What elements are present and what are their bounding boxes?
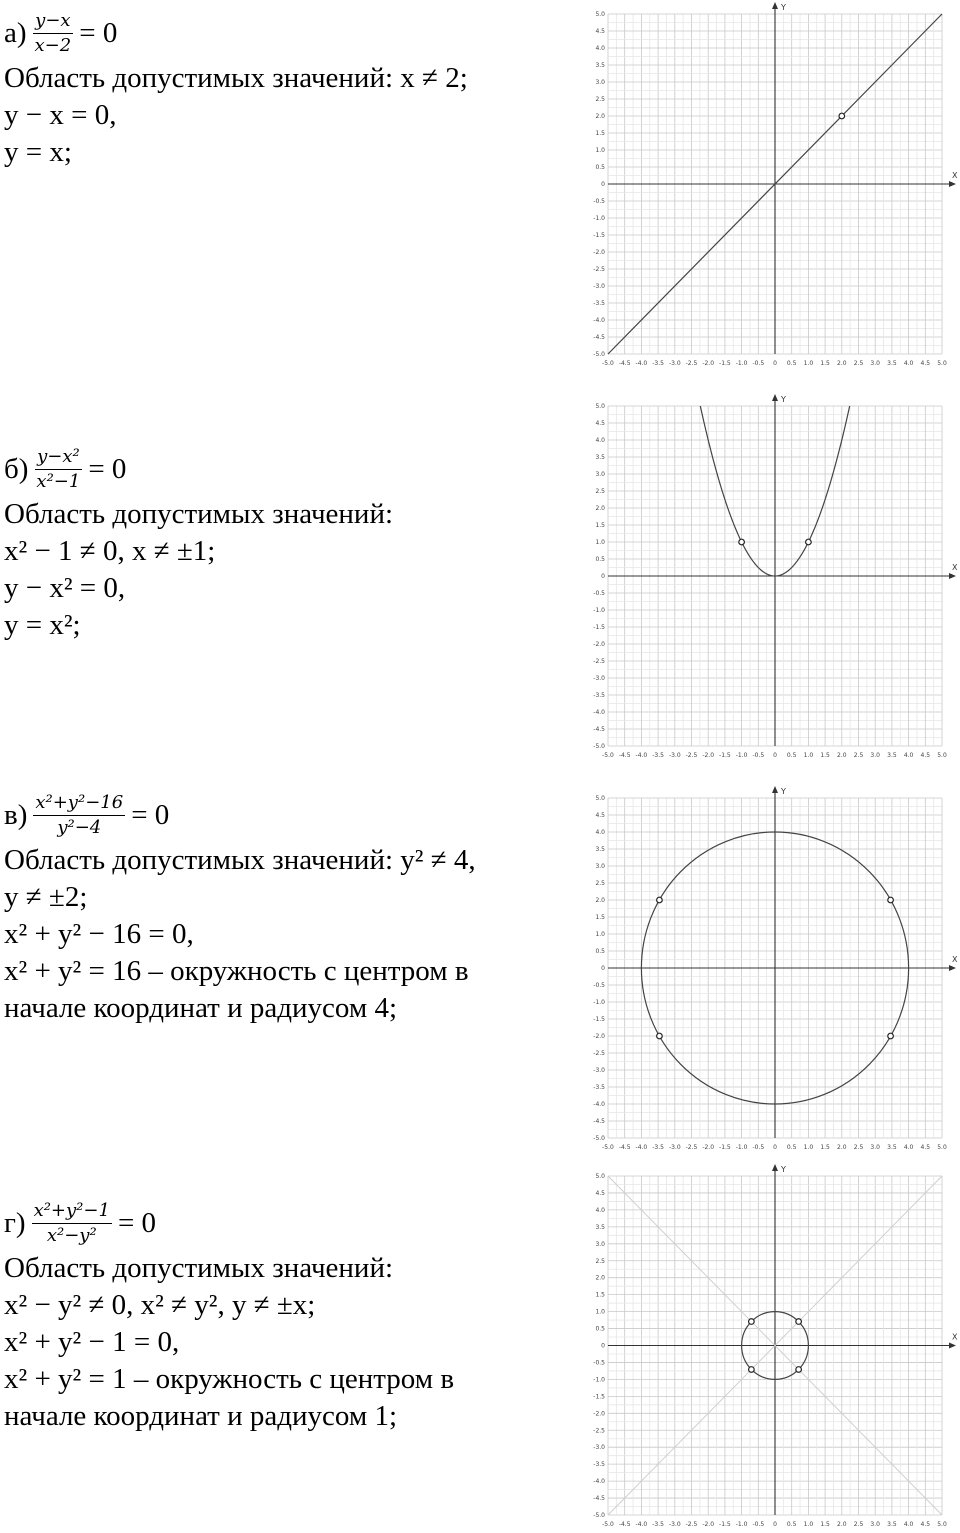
fraction [32, 1201, 112, 1246]
y-tick-label: -4.5 [593, 334, 605, 341]
open-point [657, 1033, 663, 1039]
x-tick-label: -3.5 [652, 1144, 664, 1151]
x-tick-label: 5.0 [937, 752, 947, 759]
problem-label: г) [4, 1206, 26, 1239]
x-tick-label: 3.5 [887, 752, 897, 759]
x-tick-label: -0.5 [752, 752, 765, 759]
x-tick-label: 1.5 [820, 360, 830, 367]
x-tick-label: -5.0 [602, 1521, 614, 1528]
text-line: y − x = 0, [4, 99, 117, 131]
y-tick-label: -3.0 [593, 283, 605, 290]
problem-label: а) [4, 16, 27, 49]
problem-d-text [4, 1196, 564, 1435]
x-tick-label: 0.5 [786, 1521, 797, 1528]
y-tick-label: 4.0 [595, 1206, 605, 1214]
y-tick-label: 2.0 [595, 113, 605, 120]
y-tick-label: 0.5 [595, 164, 605, 171]
y-tick-label: -3.0 [593, 675, 605, 682]
problem-a-text [4, 6, 564, 171]
y-tick-label: -1.0 [593, 607, 605, 614]
y-axis-arrow [772, 2, 778, 9]
numerator: y−x² [35, 447, 82, 470]
y-axis-label: Y [781, 787, 786, 796]
numerator: y−x [33, 11, 72, 34]
y-tick-label: -4.0 [593, 709, 605, 716]
y-tick-label: -3.0 [593, 1067, 605, 1074]
problem-b-text [4, 442, 564, 644]
x-axis-arrow [949, 1343, 956, 1349]
y-axis-label: Y [781, 3, 786, 12]
y-tick-label: 0 [601, 965, 605, 972]
y-tick-label: 3.5 [595, 1223, 605, 1231]
y-tick-label: -5.0 [593, 1512, 605, 1519]
x-tick-label: 2.5 [853, 1521, 864, 1528]
y-tick-label: 2.0 [595, 1274, 605, 1282]
y-tick-label: -5.0 [593, 351, 605, 358]
graph-d [586, 1162, 960, 1533]
x-tick-label: -5.0 [602, 1144, 614, 1151]
y-tick-label: -5.0 [593, 743, 605, 750]
y-tick-label: -1.0 [593, 215, 605, 222]
x-tick-label: -4.0 [635, 1144, 648, 1151]
x-tick-label: -1.5 [719, 752, 731, 759]
denominator: y²−4 [57, 816, 102, 838]
x-tick-label: -3.0 [668, 360, 681, 367]
problem-c-text [4, 788, 564, 1027]
x-tick-label: -2.5 [685, 1521, 698, 1528]
x-axis-arrow [949, 573, 956, 579]
y-tick-label: 2.0 [595, 897, 605, 904]
x-tick-label: -3.5 [652, 1521, 664, 1528]
y-axis-arrow [772, 786, 778, 793]
x-tick-label: 1.0 [803, 1521, 814, 1528]
x-tick-label: 4.0 [903, 752, 914, 759]
x-axis-arrow [949, 181, 956, 187]
y-tick-label: -3.0 [593, 1444, 605, 1452]
y-tick-label: -2.0 [593, 1410, 605, 1418]
text-line: x² + y² = 16 – окружность с центром в [4, 955, 469, 987]
x-tick-label: 1.5 [820, 1521, 830, 1528]
y-tick-label: -2.5 [593, 658, 605, 665]
y-tick-label: 1.5 [595, 1291, 605, 1299]
x-tick-label: 4.0 [903, 1521, 914, 1528]
y-tick-label: -4.0 [593, 317, 605, 324]
y-tick-label: 3.5 [595, 454, 605, 461]
y-tick-label: 2.5 [595, 880, 605, 887]
x-axis-label: X [952, 171, 958, 180]
x-tick-label: 4.0 [903, 360, 914, 367]
x-tick-label: 2.0 [837, 360, 847, 367]
y-tick-label: 3.5 [595, 62, 605, 69]
y-tick-label: 3.5 [595, 846, 605, 853]
x-tick-label: -1.5 [719, 1521, 731, 1528]
y-tick-label: -2.5 [593, 266, 605, 273]
x-tick-label: 4.0 [903, 1144, 914, 1151]
y-tick-label: 4.0 [595, 45, 605, 52]
x-tick-label: 0 [773, 1521, 777, 1528]
x-tick-label: -0.5 [752, 360, 765, 367]
y-tick-label: -4.0 [593, 1478, 605, 1486]
x-tick-label: -1.0 [735, 752, 748, 759]
x-tick-label: -2.0 [702, 752, 715, 759]
x-tick-label: 2.0 [837, 1144, 847, 1151]
x-axis-label: X [952, 1332, 958, 1342]
open-point [796, 1367, 802, 1373]
x-tick-label: 0.5 [786, 752, 797, 759]
y-tick-label: 5.0 [595, 795, 605, 802]
equals-zero: = 0 [117, 1206, 157, 1239]
y-tick-label: 4.0 [595, 829, 605, 836]
x-tick-label: 3.0 [870, 1521, 880, 1528]
x-tick-label: -3.0 [668, 752, 681, 759]
x-tick-label: 3.5 [887, 1521, 897, 1528]
x-tick-label: 4.5 [920, 360, 931, 367]
problem-a-equation [4, 6, 564, 60]
y-tick-label: 4.5 [595, 28, 605, 35]
open-point [806, 539, 812, 545]
y-tick-label: 2.0 [595, 505, 605, 512]
denominator: x²−1 [36, 470, 81, 492]
x-axis-label: X [952, 955, 958, 964]
y-tick-label: 1.5 [595, 522, 605, 529]
x-tick-label: 0 [773, 1144, 777, 1151]
y-tick-label: -1.5 [593, 624, 605, 631]
x-tick-label: -1.5 [719, 360, 731, 367]
y-tick-label: -4.5 [593, 1495, 605, 1503]
y-tick-label: -1.5 [593, 232, 605, 239]
y-tick-label: -1.0 [593, 1376, 605, 1384]
y-tick-label: 3.0 [595, 863, 605, 870]
fraction [33, 793, 125, 838]
problem-c-equation [4, 788, 564, 842]
x-tick-label: -4.5 [618, 360, 631, 367]
x-tick-label: -5.0 [602, 752, 614, 759]
text-line: x² + y² = 1 – окружность с центром в [4, 1363, 455, 1395]
y-tick-label: 2.5 [595, 1257, 605, 1265]
y-tick-label: 0 [601, 1342, 605, 1350]
x-tick-label: 1.5 [820, 1144, 830, 1151]
x-axis-arrow [949, 965, 956, 971]
x-tick-label: 2.5 [853, 1144, 864, 1151]
y-tick-label: -4.5 [593, 1118, 605, 1125]
denominator: x−2 [34, 34, 72, 56]
numerator: x²+y²−1 [32, 1201, 112, 1224]
y-tick-label: 4.0 [595, 437, 605, 444]
y-axis-arrow [772, 1164, 778, 1171]
y-tick-label: -2.5 [593, 1427, 605, 1435]
x-tick-label: 3.0 [870, 360, 880, 367]
y-tick-label: -3.5 [593, 692, 605, 699]
y-tick-label: 5.0 [595, 1173, 605, 1180]
x-tick-label: 2.0 [837, 752, 847, 759]
y-axis-arrow [772, 394, 778, 401]
x-tick-label: -5.0 [602, 360, 614, 367]
y-tick-label: 3.0 [595, 471, 605, 478]
y-tick-label: 1.5 [595, 914, 605, 921]
text-line: x² − y² ≠ 0, x² ≠ y², y ≠ ±x; [4, 1289, 316, 1321]
x-tick-label: -1.0 [735, 1144, 748, 1151]
x-tick-label: 4.5 [920, 1521, 931, 1528]
y-tick-label: -3.5 [593, 300, 605, 307]
equals-zero: = 0 [79, 16, 118, 49]
y-tick-label: 1.0 [595, 1308, 605, 1316]
x-tick-label: -2.5 [685, 752, 698, 759]
graph-b [586, 392, 960, 764]
y-tick-label: -0.5 [593, 1359, 605, 1367]
x-tick-label: -3.0 [668, 1144, 681, 1151]
equals-zero: = 0 [88, 452, 127, 485]
x-tick-label: 2.5 [853, 752, 864, 759]
open-point [888, 1033, 894, 1039]
graph-a [586, 0, 960, 372]
y-tick-label: -4.0 [593, 1101, 605, 1108]
x-tick-label: -4.5 [618, 1144, 631, 1151]
x-tick-label: -4.5 [618, 752, 631, 759]
x-tick-label: 2.5 [853, 360, 864, 367]
numerator: x²+y²−16 [33, 793, 125, 816]
y-tick-label: -0.5 [593, 198, 605, 205]
x-tick-label: -0.5 [752, 1144, 765, 1151]
text-line: начале координат и радиусом 4; [4, 992, 398, 1024]
x-tick-label: -3.5 [652, 752, 664, 759]
open-point [796, 1319, 802, 1325]
x-tick-label: 5.0 [937, 1521, 947, 1528]
y-tick-label: 2.5 [595, 96, 605, 103]
text-line: Область допустимых значений: [4, 1252, 394, 1284]
y-tick-label: 3.0 [595, 1240, 605, 1248]
y-tick-label: -2.5 [593, 1050, 605, 1057]
open-point [888, 897, 894, 903]
x-tick-label: -4.0 [635, 752, 648, 759]
x-tick-label: -4.0 [635, 360, 648, 367]
y-tick-label: 0.5 [595, 1325, 605, 1333]
x-tick-label: 0 [773, 752, 777, 759]
equals-zero: = 0 [131, 798, 170, 831]
y-tick-label: 4.5 [595, 1189, 605, 1197]
open-point [839, 113, 845, 119]
x-tick-label: 4.5 [920, 752, 931, 759]
x-tick-label: -1.5 [719, 1144, 731, 1151]
x-tick-label: 0.5 [786, 1144, 797, 1151]
y-tick-label: -0.5 [593, 590, 605, 597]
x-tick-label: 2.0 [837, 1521, 847, 1528]
x-tick-label: 1.0 [803, 752, 814, 759]
y-tick-label: 0.5 [595, 556, 605, 563]
text-line: y = x²; [4, 609, 81, 641]
open-point [749, 1319, 755, 1325]
y-tick-label: -1.5 [593, 1393, 605, 1401]
y-tick-label: 2.5 [595, 488, 605, 495]
x-tick-label: -0.5 [752, 1521, 765, 1528]
text-line: Область допустимых значений: x ≠ 2; [4, 62, 468, 94]
text-line: x² + y² − 16 = 0, [4, 918, 194, 950]
text-line: y − x² = 0, [4, 572, 126, 604]
open-point [657, 897, 663, 903]
y-tick-label: 5.0 [595, 11, 605, 18]
problem-label: б) [4, 452, 29, 485]
y-tick-label: -0.5 [593, 982, 605, 989]
x-tick-label: -1.0 [735, 1521, 748, 1528]
y-tick-label: 1.0 [595, 147, 605, 154]
fraction [34, 447, 82, 492]
y-tick-label: -2.0 [593, 1033, 605, 1040]
y-tick-label: 1.0 [595, 539, 605, 546]
x-tick-label: 1.0 [803, 1144, 814, 1151]
text-line: начале координат и радиусом 1; [4, 1400, 398, 1432]
x-tick-label: -3.0 [668, 1521, 681, 1528]
x-tick-label: 1.5 [820, 752, 830, 759]
y-tick-label: -1.0 [593, 999, 605, 1006]
text-line: x² + y² − 1 = 0, [4, 1326, 180, 1358]
problem-label: в) [4, 798, 28, 831]
x-tick-label: 4.5 [920, 1144, 931, 1151]
denominator: x²−y² [46, 1224, 97, 1246]
text-line: Область допустимых значений: [4, 498, 394, 530]
x-axis-label: X [952, 563, 958, 572]
graph-c [586, 784, 960, 1156]
y-tick-label: 4.5 [595, 812, 605, 819]
problem-b-equation [4, 442, 564, 496]
y-tick-label: -2.0 [593, 641, 605, 648]
problem-d-equation [4, 1196, 564, 1250]
y-tick-label: 0.5 [595, 948, 605, 955]
y-tick-label: 5.0 [595, 403, 605, 410]
y-tick-label: -3.5 [593, 1461, 605, 1469]
y-tick-label: 3.0 [595, 79, 605, 86]
y-tick-label: 0 [601, 573, 605, 580]
x-tick-label: 3.0 [870, 752, 880, 759]
y-axis-label: Y [781, 1165, 786, 1174]
x-tick-label: 3.5 [887, 1144, 897, 1151]
x-tick-label: -3.5 [652, 360, 664, 367]
y-tick-label: -4.5 [593, 726, 605, 733]
open-point [749, 1367, 755, 1373]
y-tick-label: 1.5 [595, 130, 605, 137]
x-tick-label: -2.0 [702, 1144, 715, 1151]
x-tick-label: 3.0 [870, 1144, 880, 1151]
x-tick-label: -4.5 [618, 1521, 631, 1528]
open-point [739, 539, 745, 545]
x-tick-label: -2.0 [702, 1521, 715, 1528]
x-tick-label: 0 [773, 360, 777, 367]
fraction [33, 11, 74, 56]
y-tick-label: -2.0 [593, 249, 605, 256]
text-line: y = x; [4, 136, 72, 168]
x-tick-label: -2.5 [685, 1144, 698, 1151]
x-tick-label: -2.0 [702, 360, 715, 367]
y-tick-label: 1.0 [595, 931, 605, 938]
y-tick-label: 0 [601, 181, 605, 188]
x-tick-label: -2.5 [685, 360, 698, 367]
x-tick-label: 5.0 [937, 360, 947, 367]
text-line: x² − 1 ≠ 0, x ≠ ±1; [4, 535, 216, 567]
y-tick-label: -1.5 [593, 1016, 605, 1023]
x-tick-label: 0.5 [786, 360, 797, 367]
y-tick-label: -5.0 [593, 1135, 605, 1142]
y-axis-label: Y [781, 395, 786, 404]
x-tick-label: 5.0 [937, 1144, 947, 1151]
y-tick-label: -3.5 [593, 1084, 605, 1091]
x-tick-label: 1.0 [803, 360, 814, 367]
y-tick-label: 4.5 [595, 420, 605, 427]
x-tick-label: 3.5 [887, 360, 897, 367]
x-tick-label: -1.0 [735, 360, 748, 367]
text-line: Область допустимых значений: y² ≠ 4, [4, 844, 476, 876]
text-line: y ≠ ±2; [4, 881, 88, 913]
x-tick-label: -4.0 [635, 1521, 648, 1528]
